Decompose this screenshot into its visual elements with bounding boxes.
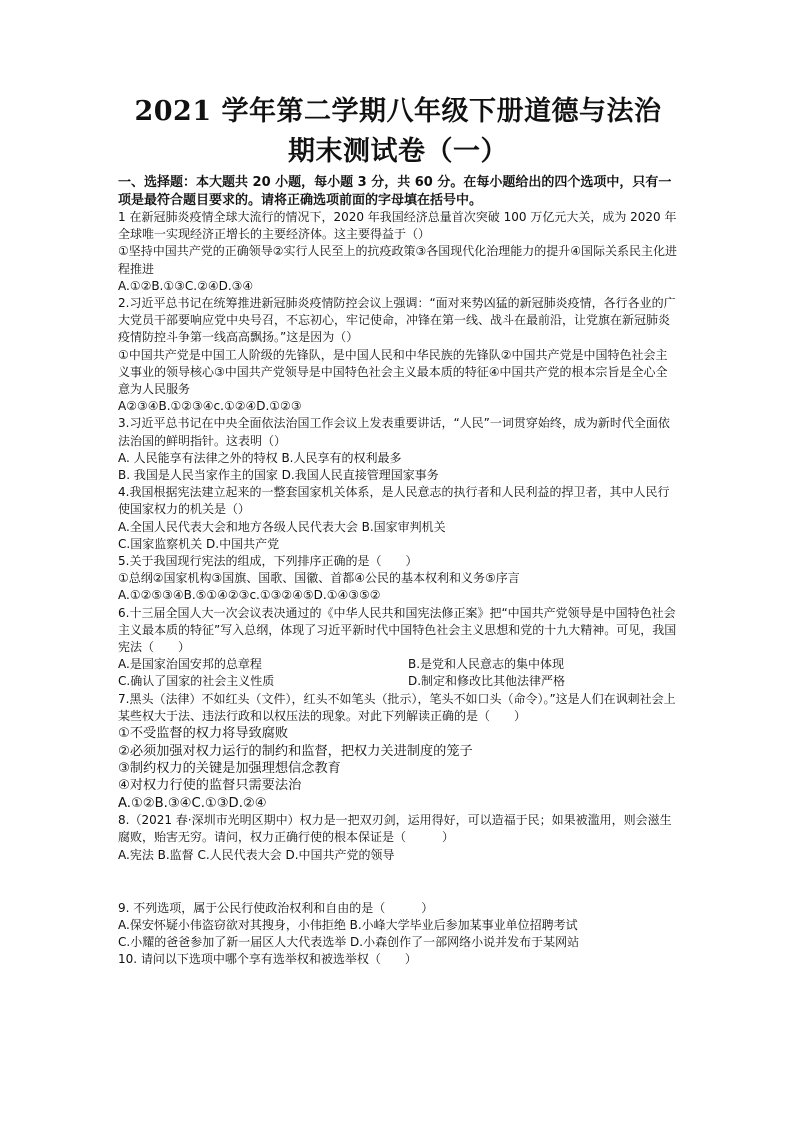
question-7-stem: 7.黑头（法律）不如红头（文件），红头不如笔头（批示），笔头不如口头（命令）。”这是人们在讽刺社会上某些权大于法、违法行政和以权压法的现象。对此下列解读正确的是（ ） bbox=[118, 691, 676, 723]
question-7-options: A.①②B.③④C.①③D.②④ bbox=[118, 795, 267, 811]
title-line-1: 2021 学年第二学期八年级下册道德与法治 bbox=[134, 96, 662, 127]
question-6-option-row-2 bbox=[118, 673, 678, 690]
question-1-options: A.①②B.①③C.②④D.③④ bbox=[118, 278, 254, 293]
question-1-stem: 1 在新冠肺炎疫情全球大流行的情况下，2020 年我国经济总量首次突破 100 万亿元大关，成为 2020 年全球唯一实现经济正增长的主要经济体。这主要得益于（） bbox=[118, 210, 677, 242]
question-7-statement-1: ①不受监督的权力将导致腐败 bbox=[118, 726, 289, 742]
blank-gap bbox=[118, 864, 678, 900]
question-3-option-row-1: A. 人民能享有法律之外的特权 B.人民享有的权利最多 bbox=[118, 450, 402, 465]
question-6-option-b: B.是党和人民意志的集中体现 bbox=[408, 657, 565, 672]
exam-title bbox=[118, 92, 678, 172]
question-2-statements: ①中国共产党是中国工人阶级的先锋队，是中国人民和中华民族的先锋队②中国共产党是中国特色社会主义事业的领导核心③中国共产党领导是中国特色社会主义最本质的特征④中国共产党的根本宗旨是全心全意为人民服务 bbox=[118, 347, 668, 397]
title-line-2: 期末测试卷（一） bbox=[288, 136, 508, 167]
question-5-statements: ①总纲②国家机构③国旗、国歌、国徽、首都④公民的基本权利和义务⑤序言 bbox=[118, 571, 520, 586]
question-4-option-row-1: A.全国人民代表大会和地方各级人民代表大会 B.国家审判机关 bbox=[118, 519, 446, 534]
question-3-stem: 3.习近平总书记在中央全面依法治国工作会议上发表重要讲话，“人民”一词贯穿始终，成为新时代全面依法治国的鲜明指针。这表明（） bbox=[118, 416, 670, 448]
question-10-stem: 10. 请问以下选项中哪个享有选举权和被选举权（ ） bbox=[118, 952, 417, 967]
question-2-options: A②③④B.①②③④c.①②④D.①②③ bbox=[118, 399, 302, 414]
question-3-option-row-2: B. 我国是人民当家作主的国家 D.我国人民直接管理国家事务 bbox=[118, 468, 439, 483]
question-8-options: A.宪法 B.监督 C.人民代表大会 D.中国共产党的领导 bbox=[118, 847, 395, 862]
question-9-option-row-2: C.小耀的爸爸参加了新一届区人大代表选举 D.小森创作了一部网络小说并发布于某网站 bbox=[118, 935, 580, 950]
question-7-statement-3: ③制约权力的关键是加强理想信念教育 bbox=[118, 760, 341, 776]
section-heading: 一、选择题：本大题共 20 小题，每小题 3 分，共 60 分。在每小题给出的四个选项中，只有一项是最符合题目要求的。请将正确选项前面的字母填在括号中。 bbox=[118, 175, 672, 208]
question-6-stem: 6.十三届全国人大一次会议表决通过的《中华人民共和国宪法修正案》把“中国共产党领导是中国特色社会主义最本质的特征”写入总纲，体现了习近平新时代中国特色社会主义思想和党的十九大精神。可见，我国宪法（ ） bbox=[118, 605, 677, 655]
question-1-statements: ①坚持中国共产党的正确领导②实行人民至上的抗疫政策③各国现代化治理能力的提升④国际关系民主化进程推进 bbox=[118, 244, 678, 276]
question-5-options: A.①②⑤③④B.⑤①④②③c.①③②④⑤D.①④③⑤② bbox=[118, 588, 381, 603]
exam-page bbox=[118, 92, 678, 969]
question-7-statement-4: ④对权力行使的监督只需要法治 bbox=[118, 778, 302, 794]
question-4-option-row-2: C.国家监察机关 D.中国共产党 bbox=[118, 536, 280, 551]
question-7-statement-2: ②必须加强对权力运行的制约和监督，把权力关进制度的笼子 bbox=[118, 743, 473, 759]
question-6-option-c: C.确认了国家的社会主义性质 bbox=[118, 674, 275, 689]
question-6-option-d: D.制定和修改比其他法律严格 bbox=[408, 674, 566, 689]
question-5-stem: 5.关于我国现行宪法的组成，下列排序正确的是（ ） bbox=[118, 554, 418, 569]
question-6-option-a: A.是国家治国安邦的总章程 bbox=[118, 657, 262, 672]
question-4-stem: 4.我国根据宪法建立起来的一整套国家机关体系，是人民意志的执行者和人民利益的捍卫者，其中人民行使国家权力的机关是（） bbox=[118, 485, 670, 517]
question-6-option-row-1 bbox=[118, 656, 678, 673]
question-8-stem: 8.（2021 春·深圳市光明区期中）权力是一把双刃剑，运用得好，可以造福于民；如果被滥用，则会滋生腐败，贻害无穷。请问，权力正确行使的根本保证是（ ） bbox=[118, 813, 672, 845]
question-9-stem: 9. 不列选项，属于公民行使政治权利和自由的是（ ） bbox=[118, 900, 434, 915]
question-9-option-row-1: A.保安怀疑小伟盗窃欲对其搜身，小伟拒绝 B.小峰大学毕业后参加某事业单位招聘考试 bbox=[118, 917, 578, 932]
question-2-stem: 2.习近平总书记在统筹推进新冠肺炎疫情防控会议上强调：“面对来势凶猛的新冠肺炎疫情，各行各业的广大党员干部要响应党中央号召，不忘初心，牢记使命，冲锋在第一线、战斗在最前沿，让党旗在新冠肺炎疫情防控斗争第一线高高飘扬。”这是因为（） bbox=[118, 296, 676, 345]
